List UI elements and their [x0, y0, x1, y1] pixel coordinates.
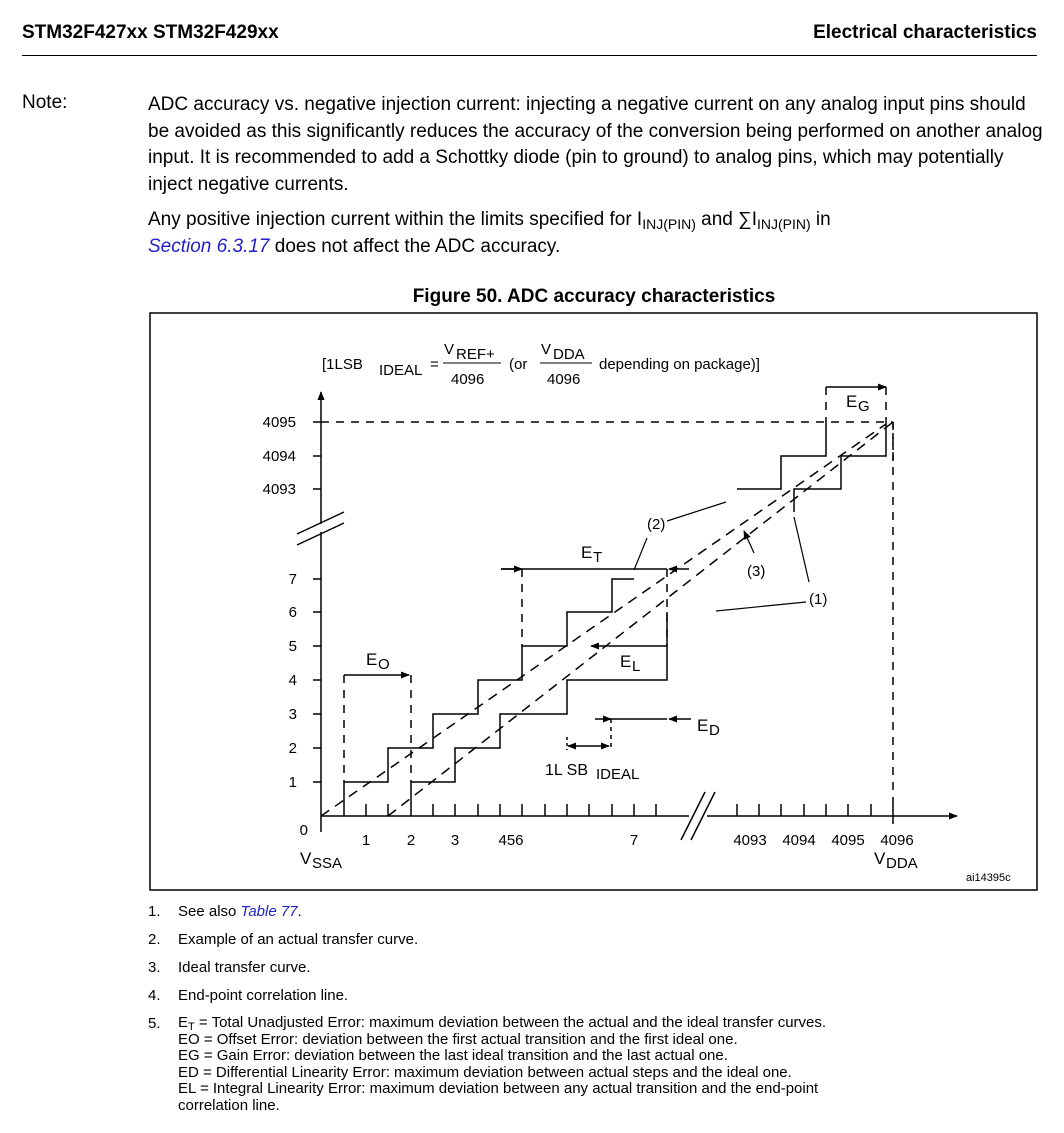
eo-sub: O [378, 656, 390, 673]
footnote-line: EL = Integral Linearity Error: maximum deviation between any actual transition and the end-point [178, 1080, 819, 1097]
x-tick-label: 4094 [782, 832, 816, 849]
footnote-text: See also [178, 903, 241, 920]
y-tick-label: 2 [288, 740, 297, 757]
callout-1-leader-a [716, 602, 806, 611]
figure-footnotes [148, 903, 1048, 1125]
formula-num2-sub: DDA [553, 346, 585, 363]
formula-num1-sub: REF+ [456, 346, 495, 363]
y-tick-label: 7 [288, 571, 297, 588]
note-text: in [810, 209, 831, 230]
actual-transfer-curve [344, 579, 634, 804]
formula-text: depending on package)] [599, 356, 760, 373]
et-sub: T [593, 549, 603, 566]
callout-2-leader-b [667, 502, 726, 521]
formula-num1: V [444, 341, 455, 358]
y-tick-label: 3 [288, 706, 297, 723]
ed-label: E [697, 716, 709, 735]
et-label: E [581, 543, 593, 562]
vssa-sub: SSA [312, 855, 343, 872]
footnote-number: 2. [148, 931, 161, 948]
footnote-line: EG = Gain Error: deviation between the last ideal transition and the last actual one. [178, 1047, 728, 1064]
footnote-text: = Total Unadjusted Error: maximum deviation between the actual and the ideal transfer curves. [194, 1014, 827, 1031]
eo-label: E [366, 650, 378, 669]
y-tick-label: 5 [288, 638, 297, 655]
y-tick-label: 4093 [262, 481, 296, 498]
note-paragraph-2 [148, 207, 1043, 260]
note-subscript: INJ(PIN) [756, 216, 811, 232]
x-tick-label: 4093 [733, 832, 767, 849]
x-tick-label: 4096 [880, 832, 914, 849]
formula-sub: IDEAL [379, 362, 423, 379]
el-sub: L [632, 658, 641, 675]
guide-lines [321, 387, 893, 804]
footnote-number: 1. [148, 903, 161, 920]
note-text: and ∑I [695, 209, 757, 230]
note-paragraph-1: ADC accuracy vs. negative injection current: injecting a negative current on any analog input pins should be avoided as this significantly reduces the accuracy of the conversion being performed on another analog input. It is recommended to add a Schottky diode (pin to ground) to analog pins, which may potentially inject negative currents. [148, 94, 1043, 195]
formula-den1: 4096 [451, 371, 485, 388]
note-text: does not affect the ADC accuracy. [269, 235, 561, 257]
footnote-5 [148, 1015, 1048, 1114]
footnote-text: End-point correlation line. [178, 987, 349, 1004]
footnote-line [178, 1015, 1048, 1032]
vssa-label: V [300, 849, 312, 868]
x-tick-label: 7 [629, 832, 639, 849]
formula-den2: 4096 [547, 371, 581, 388]
formula-num2: V [541, 341, 552, 358]
footnote-number: 5. [148, 1015, 161, 1032]
footnote-line: EO = Offset Error: deviation between the first actual transition and the first ideal one. [178, 1030, 738, 1048]
callout-2-leader [634, 538, 647, 570]
footnote-text: . [297, 903, 302, 920]
note-body [148, 92, 1043, 260]
footnote-number: 3. [148, 959, 161, 976]
figure-frame [150, 313, 1037, 890]
callout-2: (2) [647, 516, 666, 533]
figure-adc-accuracy [149, 312, 1038, 891]
y-tick-label: 4 [288, 672, 297, 689]
footnote-3 [148, 959, 1048, 976]
footnote-number: 4. [148, 987, 161, 1004]
note-label: Note: [22, 92, 68, 113]
table-link[interactable]: Table 77 [240, 903, 298, 920]
lsb-label: 1L SB [545, 762, 588, 779]
footnote-text: Example of an actual transfer curve. [178, 931, 419, 948]
ideal-transfer-line [388, 422, 893, 816]
y-ticks [313, 422, 321, 782]
el-label: E [620, 652, 632, 671]
footnote-4 [148, 987, 1048, 1004]
ed-sub: D [709, 722, 720, 739]
note-text: Any positive injection current within the limits specified for I [148, 209, 643, 230]
footnote-line: correlation line. [178, 1096, 280, 1114]
x-tick-label: 4095 [831, 832, 865, 849]
footnote-line: ED = Differential Linearity Error: maximum deviation between actual steps and the ideal one. [178, 1063, 792, 1081]
formula-text: [1LSB [322, 356, 363, 373]
y-tick-label: 4095 [262, 414, 296, 431]
actual-transfer-curve-top [737, 422, 826, 489]
header-doc-title: STM32F427xx STM32F429xx [22, 22, 279, 43]
callout-3: (3) [747, 563, 766, 580]
y-tick-label: 6 [288, 604, 297, 621]
y-tick-label: 0 [299, 822, 308, 839]
formula-eq: = [430, 356, 439, 373]
callout-1-leader-b [794, 517, 809, 582]
formula-or: (or [509, 356, 528, 373]
footnote-text: Ideal transfer curve. [178, 959, 311, 976]
y-tick-label: 1 [288, 774, 297, 791]
y-tick-label: 4094 [262, 448, 296, 465]
callout-1: (1) [809, 591, 828, 608]
footnote-2 [148, 931, 1048, 948]
section-link[interactable]: Section 6.3.17 [148, 235, 270, 257]
x-tick-label: 3 [450, 832, 460, 849]
eg-label: E [846, 392, 858, 411]
footnote-text: E [178, 1014, 189, 1031]
lsb-sub: IDEAL [596, 766, 640, 783]
figure-code: ai14395c [966, 872, 1011, 884]
ideal-transfer-curve-top [794, 422, 886, 512]
x-ticks [344, 804, 893, 824]
header-section-title: Electrical characteristics [813, 22, 1037, 43]
header-divider [22, 55, 1037, 56]
lsb-formula [322, 341, 760, 388]
x-tick-label: 1 [361, 832, 371, 849]
footnote-sub: T [188, 1021, 195, 1033]
x-tick-label: 456 [498, 832, 524, 849]
end-point-correlation-line [321, 424, 886, 816]
note-subscript: INJ(PIN) [642, 216, 696, 232]
x-tick-label: 2 [406, 832, 416, 849]
vdda-sub: DDA [886, 855, 918, 872]
vdda-label: V [874, 849, 886, 868]
eg-sub: G [858, 398, 870, 415]
figure-title: Figure 50. ADC accuracy characteristics [412, 286, 776, 307]
callout-3-leader [744, 531, 754, 553]
footnote-1 [148, 903, 1048, 920]
